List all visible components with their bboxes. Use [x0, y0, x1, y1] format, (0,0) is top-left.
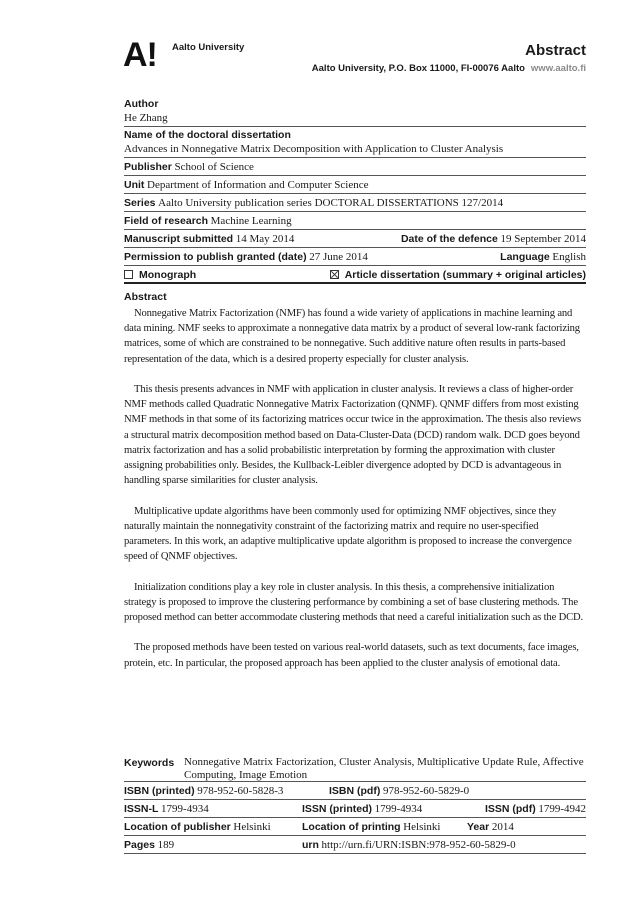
metadata-table	[124, 96, 586, 284]
article-label: Article dissertation (summary + original articles)	[344, 269, 586, 281]
isbn-printed-label: ISBN (printed)	[124, 785, 195, 797]
isbn-pdf-cell	[329, 782, 469, 801]
abstract-paragraph: Multiplicative update algorithms have been commonly used for optimizing NMF objectives, since they naturally maintain the nonnegativity constraint of the factorizing matrix and require no user-specified parameters. In this work, an adaptive multiplicative update algorithm is proposed to increase the convergence speed of QNMF objectives.	[124, 505, 572, 563]
dissertation-label: Name of the doctoral dissertation	[124, 129, 291, 141]
pages-row	[124, 836, 586, 854]
unit-label: Unit	[124, 179, 145, 191]
publication-info-table	[124, 755, 586, 854]
author-row	[124, 96, 586, 127]
defence-label: Date of the defence	[400, 233, 498, 245]
series-row	[124, 194, 586, 212]
urn-cell	[302, 836, 516, 855]
keywords-value: Nonnegative Matrix Factorization, Cluster Analysis, Multiplicative Update Rule, Affective Computing, Image Emotion	[184, 756, 584, 781]
issn-pdf-label: ISSN (pdf)	[484, 803, 536, 815]
issn-l-label: ISSN-L	[124, 803, 159, 815]
year-cell	[467, 818, 514, 837]
publisher-row	[124, 158, 586, 176]
location-printing-value: Helsinki	[403, 821, 441, 833]
issn-printed-cell	[302, 800, 422, 819]
isbn-printed-value: 978-952-60-5828-3	[197, 785, 284, 797]
manuscript-label: Manuscript submitted	[124, 233, 234, 245]
issn-printed-label: ISSN (printed)	[302, 803, 372, 815]
manuscript-value: 14 May 2014	[235, 233, 295, 245]
year-value: 2014	[491, 821, 514, 833]
type-row	[124, 266, 586, 284]
language-value: English	[552, 251, 586, 263]
permission-value: 27 June 2014	[309, 251, 368, 263]
defence-cell	[401, 230, 586, 249]
urn-value[interactable]: http://urn.fi/URN:ISBN:978-952-60-5829-0	[321, 839, 516, 851]
publisher-value: School of Science	[174, 161, 254, 173]
aalto-logo: A!	[123, 36, 157, 74]
monograph-option[interactable]	[124, 270, 196, 281]
author-value: He Zhang	[124, 112, 168, 124]
dissertation-value: Advances in Nonnegative Matrix Decomposition with Application to Cluster Analysis	[124, 143, 504, 155]
dissertation-row	[124, 127, 586, 158]
website-link[interactable]: www.aalto.fi	[530, 63, 586, 74]
address-line	[312, 63, 586, 74]
abstract-paragraph: This thesis presents advances in NMF with application in cluster analysis. It reviews a class of higher-order NMF methods called Quadratic Nonnegative Matrix Factorization (QNMF). QNMF differs from most existing NMF methods in that some of its factorizing matrices occur twice in the approximation. The thesis also reviews a structural matrix decomposition method based on Data-Cluster-Data (DCD) random walk. DCD goes beyond matrix factorization and has a solid probabilistic interpretation by forming the approximation with cluster assigning probabilities only. Besides, the Kullback-Leibler divergence adopted by DCD is advantageous in handling sparse similarities for cluster analysis.	[124, 384, 581, 487]
article-option[interactable]	[330, 266, 586, 285]
permission-label: Permission to publish granted (date)	[124, 251, 307, 263]
publisher-label: Publisher	[124, 161, 172, 173]
unit-value: Department of Information and Computer Science	[147, 179, 369, 191]
year-label: Year	[467, 821, 490, 833]
language-label: Language	[500, 251, 550, 263]
location-publisher-label: Location of publisher	[124, 821, 231, 833]
abstract-heading: Abstract	[124, 291, 167, 303]
postal-address: Aalto University, P.O. Box 11000, FI-00076 Aalto	[311, 63, 525, 74]
isbn-pdf-value: 978-952-60-5829-0	[382, 785, 470, 797]
language-cell	[500, 248, 586, 267]
isbn-row	[124, 782, 586, 800]
abstract-paragraph: Initialization conditions play a key role in cluster analysis. In this thesis, a comprehensive initialization strategy is proposed to improve the clustering performance by combining a set of base clustering methods. The proposed method can better accommodate clustering methods that need a careful initialization such as the DCD.	[124, 581, 584, 624]
keywords-row	[124, 755, 586, 782]
article-checkbox[interactable]	[330, 270, 339, 279]
issn-printed-value: 1799-4934	[374, 803, 423, 815]
monograph-checkbox[interactable]	[124, 270, 133, 279]
field-label: Field of research	[124, 215, 209, 227]
abstract-body	[124, 306, 586, 686]
series-label: Series	[124, 197, 156, 209]
location-printing-cell	[302, 818, 440, 837]
unit-row	[124, 176, 586, 194]
location-row	[124, 818, 586, 836]
issn-l-value: 1799-4934	[161, 803, 209, 815]
university-name: Aalto University	[172, 42, 245, 53]
series-value: Aalto University publication series DOCTORAL DISSERTATIONS 127/2014	[158, 197, 504, 209]
field-value: Machine Learning	[210, 215, 292, 227]
location-printing-label: Location of printing	[302, 821, 401, 833]
issn-pdf-value: 1799-4942	[538, 803, 586, 815]
isbn-pdf-label: ISBN (pdf)	[329, 785, 381, 797]
monograph-label: Monograph	[139, 269, 197, 281]
abstract-paragraph: Nonnegative Matrix Factorization (NMF) has found a wide variety of applications in machine learning and data mining. NMF seeks to approximate a nonnegative data matrix by a product of several low-rank factorizing matrices, some of which are constrained to be nonnegative. Such additive nature often results in parts-based representation of the data, which is a desired property especially for cluster analysis.	[124, 308, 580, 365]
pages-label: Pages	[124, 839, 155, 851]
urn-label: urn	[302, 839, 319, 851]
location-publisher-value: Helsinki	[233, 821, 271, 833]
author-label: Author	[124, 98, 159, 110]
issn-pdf-cell	[485, 800, 586, 819]
defence-value: 19 September 2014	[500, 233, 586, 245]
issn-row	[124, 800, 586, 818]
abstract-paragraph: The proposed methods have been tested on various real-world datasets, such as text documents, face images, protein, etc. In particular, the proposed approach has been applied to the cluster analysis of emotional data.	[124, 642, 579, 669]
page-title: Abstract	[525, 42, 586, 59]
permission-row	[124, 248, 586, 266]
keywords-label: Keywords	[124, 757, 175, 769]
pages-value: 189	[157, 839, 175, 851]
dates-row	[124, 230, 586, 248]
field-row	[124, 212, 586, 230]
